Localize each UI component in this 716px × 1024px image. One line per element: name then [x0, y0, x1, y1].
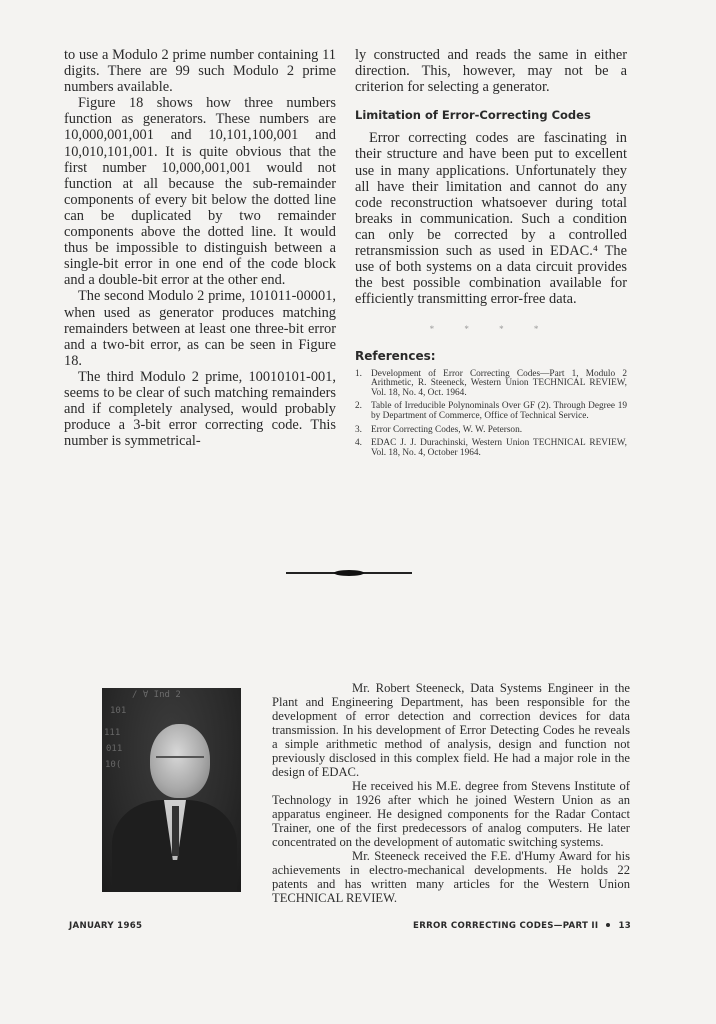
bio-paragraph: Mr. Robert Steeneck, Data Systems Engineer in the Plant and Engineering Department, has been responsible for the development of error detection and correction devices for data transmission. In his development of Error Detecting Codes he reveals a simple arithmetic method of analysis, design and function not previously disclosed in this complex field. He had a major role in the design of EDAC. [272, 681, 630, 779]
body-paragraph: Figure 18 shows how three numbers function as generators. These numbers are 10,000,001,001 and 10,101,100,001 and 10,010,101,001. It is quite obvious that the first number 10,000,001,001 would not function at all because the sub-remainder components of every bit below the dotted line can be duplicated by two remainder components above the dotted line. It would thus be impossible to distinguish between a single-bit error in one end of the code block and a double-bit error at the other end. [64, 95, 336, 289]
reference-item: 4. EDAC J. J. Durachinski, Western Union TECHNICAL REVIEW, Vol. 18, No. 4, October 1964. [355, 438, 627, 458]
section-heading: Limitation of Error-Correcting Codes [355, 108, 591, 123]
footer-date: JANUARY 1965 [69, 921, 143, 931]
body-paragraph: Error correcting codes are fascinating in their structure and have been put to excellent use in many applications. Unfortunately they all have their limitation and cannot do any code reconstruction whatsoever during total breaks in communication. Such a condition can only be corrected by a controlled retransmission such as used in EDAC.⁴ The use of both systems on a data circuit provides the best possible combination available for efficiently transmitting error-free data. [355, 130, 627, 308]
bio-paragraph: He received his M.E. degree from Stevens Institute of Technology in 1926 after which he joined Western Union as an apparatus engineer. He designed components for the Radar Contact Trainer, one of the first predecessors of analog computers. He later concentrated on the development of automatic switching systems. [272, 779, 630, 849]
right-column [355, 47, 627, 462]
body-paragraph: The second Modulo 2 prime, 101011-00001, when used as generator produces matching remainders between at least one three-bit error and a two-bit error, as can be seen in Figure 18. [64, 288, 336, 369]
author-bio [272, 681, 630, 905]
author-tie [172, 806, 179, 856]
left-column [64, 47, 336, 449]
reference-item: 1. Development of Error Correcting Codes—Part 1, Modulo 2 Arithmetic, R. Steeneck, Western Union TECHNICAL REVIEW, Vol. 18, No. 4, Oct. 1964. [355, 368, 627, 398]
chalkboard-writing: 111 [104, 728, 121, 738]
ornamental-divider [286, 572, 412, 574]
chalkboard-writing: 011 [106, 744, 123, 754]
section-separator: * * * * [429, 324, 553, 335]
reference-item: 2. Table of Irreducible Polynominals Over GF (2). Through Degree 19 by Department of Commerce, Office of Technical Service. [355, 401, 627, 421]
author-photo [102, 688, 241, 892]
body-paragraph: to use a Modulo 2 prime number containing 11 digits. There are 99 such Modulo 2 prime numbers available. [64, 47, 336, 96]
glasses [156, 756, 204, 766]
bullet-icon [606, 923, 610, 927]
body-paragraph: The third Modulo 2 prime, 10010101-001, seems to be clear of such matching remainders and if completely analysed, would probably produce a 3-bit error correcting code. This number is symmetrical- [64, 368, 336, 450]
reference-item: 3. Error Correcting Codes, W. W. Peterson. [355, 424, 523, 435]
bio-paragraph: Mr. Steeneck received the F.E. d'Humy Award for his achievements in electro-mechanical developments. He holds 22 patents and has written many articles for the Western Union TECHNICAL REVIEW. [272, 849, 630, 905]
footer-article-title: ERROR CORRECTING CODES—PART II [413, 921, 599, 931]
footer-title [413, 921, 631, 931]
chalkboard-writing: / ∀ Ind 2 [132, 690, 181, 700]
body-paragraph: ly constructed and reads the same in either direction. This, however, may not be a criterion for selecting a generator. [355, 47, 627, 96]
references-heading: References: [355, 348, 436, 363]
page-number: 13 [618, 921, 631, 931]
chalkboard-writing: 101 [110, 706, 127, 716]
chalkboard-writing: 10( [105, 760, 122, 770]
references-list [355, 370, 627, 459]
